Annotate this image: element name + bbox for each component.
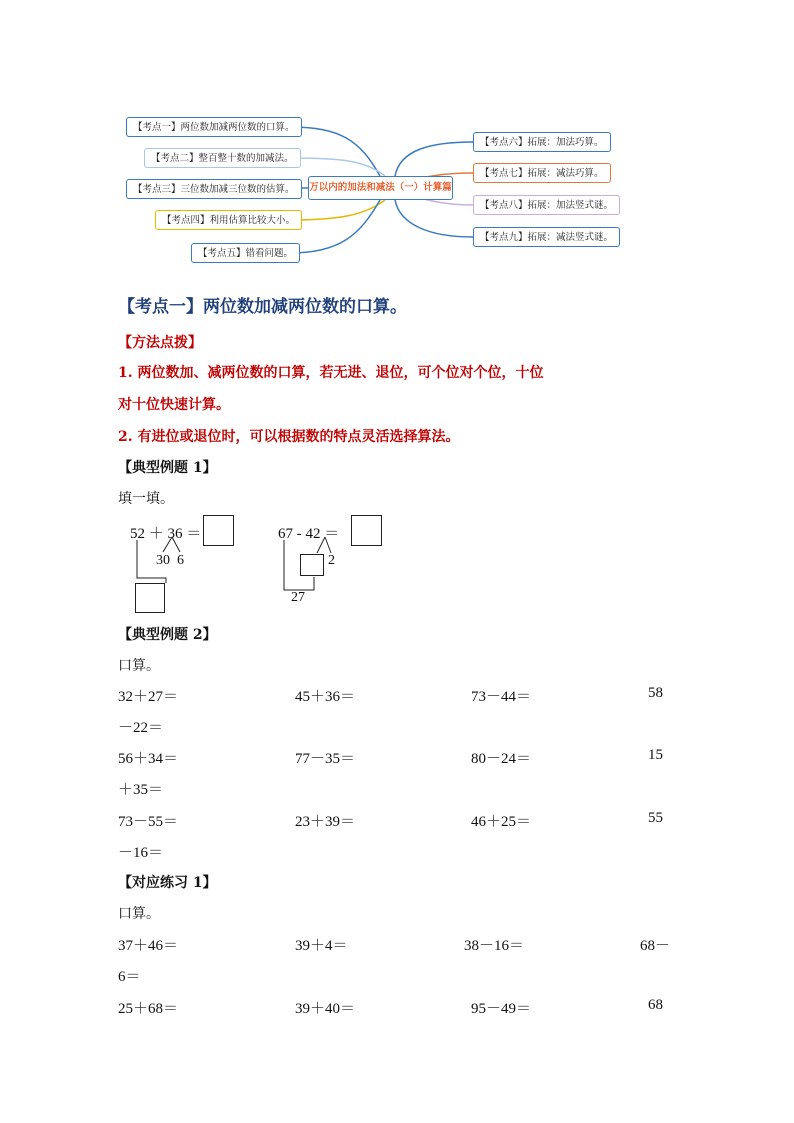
- method-line-3: 2. 有进位或退位时，可以根据数的特点灵活选择算法。: [118, 429, 460, 445]
- example2-instruction: 口算。: [118, 658, 160, 674]
- example2-r3-wrap: －16＝: [118, 845, 164, 861]
- example1-right-bottom-number: 27: [291, 590, 305, 605]
- example2-r2-c3: 80－24＝: [471, 751, 532, 767]
- example1-instruction: 填一填。: [118, 491, 174, 507]
- example2-r2-c1: 56＋34＝: [118, 751, 179, 767]
- example2-r1-c2: 45＋36＝: [295, 689, 356, 705]
- example1-left-step-box[interactable]: [135, 583, 165, 613]
- example2-r1-wrap: －22＝: [118, 720, 164, 736]
- example2-r3-c3: 46＋25＝: [471, 814, 532, 830]
- practice1-r1-c3: 38－16＝: [464, 938, 525, 954]
- example2-r1-c4: 58: [648, 685, 663, 701]
- example2-r3-c2: 23＋39＝: [295, 814, 356, 830]
- mindmap-node-3: 【考点三】三位数加减三位数的估算。: [126, 179, 302, 199]
- method-heading: 【方法点拨】: [118, 335, 202, 351]
- practice1-r1-c2: 39＋4＝: [295, 938, 348, 954]
- section-title: 【考点一】两位数加减两位数的口算。: [118, 297, 407, 317]
- example2-r1-c1: 32＋27＝: [118, 689, 179, 705]
- practice1-r2-c4: 68: [648, 997, 663, 1013]
- mindmap-node-5: 【考点五】错看问题。: [191, 243, 300, 263]
- example1-left-split-a: 30: [156, 553, 170, 568]
- practice1-r1-c4: 68－: [640, 938, 671, 954]
- example1-right-expression: 67 - 42 ＝: [278, 526, 340, 542]
- example2-r2-c2: 77－35＝: [295, 751, 356, 767]
- example2-r1-c3: 73－44＝: [471, 689, 532, 705]
- method-line-2: 对十位快速计算。: [118, 397, 230, 413]
- mindmap-node-6: 【考点六】拓展：加法巧算。: [473, 132, 611, 152]
- practice1-r2-c3: 95－49＝: [471, 1001, 532, 1017]
- mindmap-node-9: 【考点九】拓展：减法竖式谜。: [473, 227, 620, 247]
- mindmap-node-7: 【考点七】拓展：减法巧算。: [473, 163, 611, 183]
- example1-left-expression: 52 ＋ 36 ＝: [130, 526, 202, 542]
- practice1-r1-c1: 37＋46＝: [118, 938, 179, 954]
- example2-r2-wrap: ＋35＝: [118, 782, 164, 798]
- example1-left-answer-box[interactable]: [203, 515, 234, 546]
- practice1-r1-wrap: 6＝: [118, 969, 141, 985]
- example2-r2-c4: 15: [648, 747, 663, 763]
- example2-r3-c4: 55: [648, 810, 663, 826]
- mindmap-node-2: 【考点二】整百整十数的加减法。: [144, 148, 301, 168]
- practice1-r2-c2: 39＋40＝: [295, 1001, 356, 1017]
- mindmap-center-topic: 万以内的加法和减法（一）计算篇: [308, 176, 453, 200]
- example1-left-split-b: 6: [177, 553, 184, 568]
- example1-heading: 【典型例题 1】: [118, 460, 217, 476]
- method-line-1: 1. 两位数加、减两位数的口算，若无进、退位，可个位对个位，十位: [118, 365, 544, 381]
- practice1-r2-c1: 25＋68＝: [118, 1001, 179, 1017]
- mindmap-node-8: 【考点八】拓展：加法竖式谜。: [473, 195, 620, 215]
- mindmap-connectors: [0, 0, 794, 280]
- practice1-heading: 【对应练习 1】: [118, 875, 217, 891]
- example2-heading: 【典型例题 2】: [118, 627, 217, 643]
- mindmap-node-4: 【考点四】利用估算比较大小。: [155, 210, 302, 230]
- mindmap-node-1: 【考点一】两位数加减两位数的口算。: [126, 117, 302, 137]
- example2-r3-c1: 73－55＝: [118, 814, 179, 830]
- example1-right-step-box[interactable]: [300, 554, 324, 576]
- practice1-instruction: 口算。: [118, 906, 160, 922]
- example1-right-split-b: 2: [328, 553, 335, 568]
